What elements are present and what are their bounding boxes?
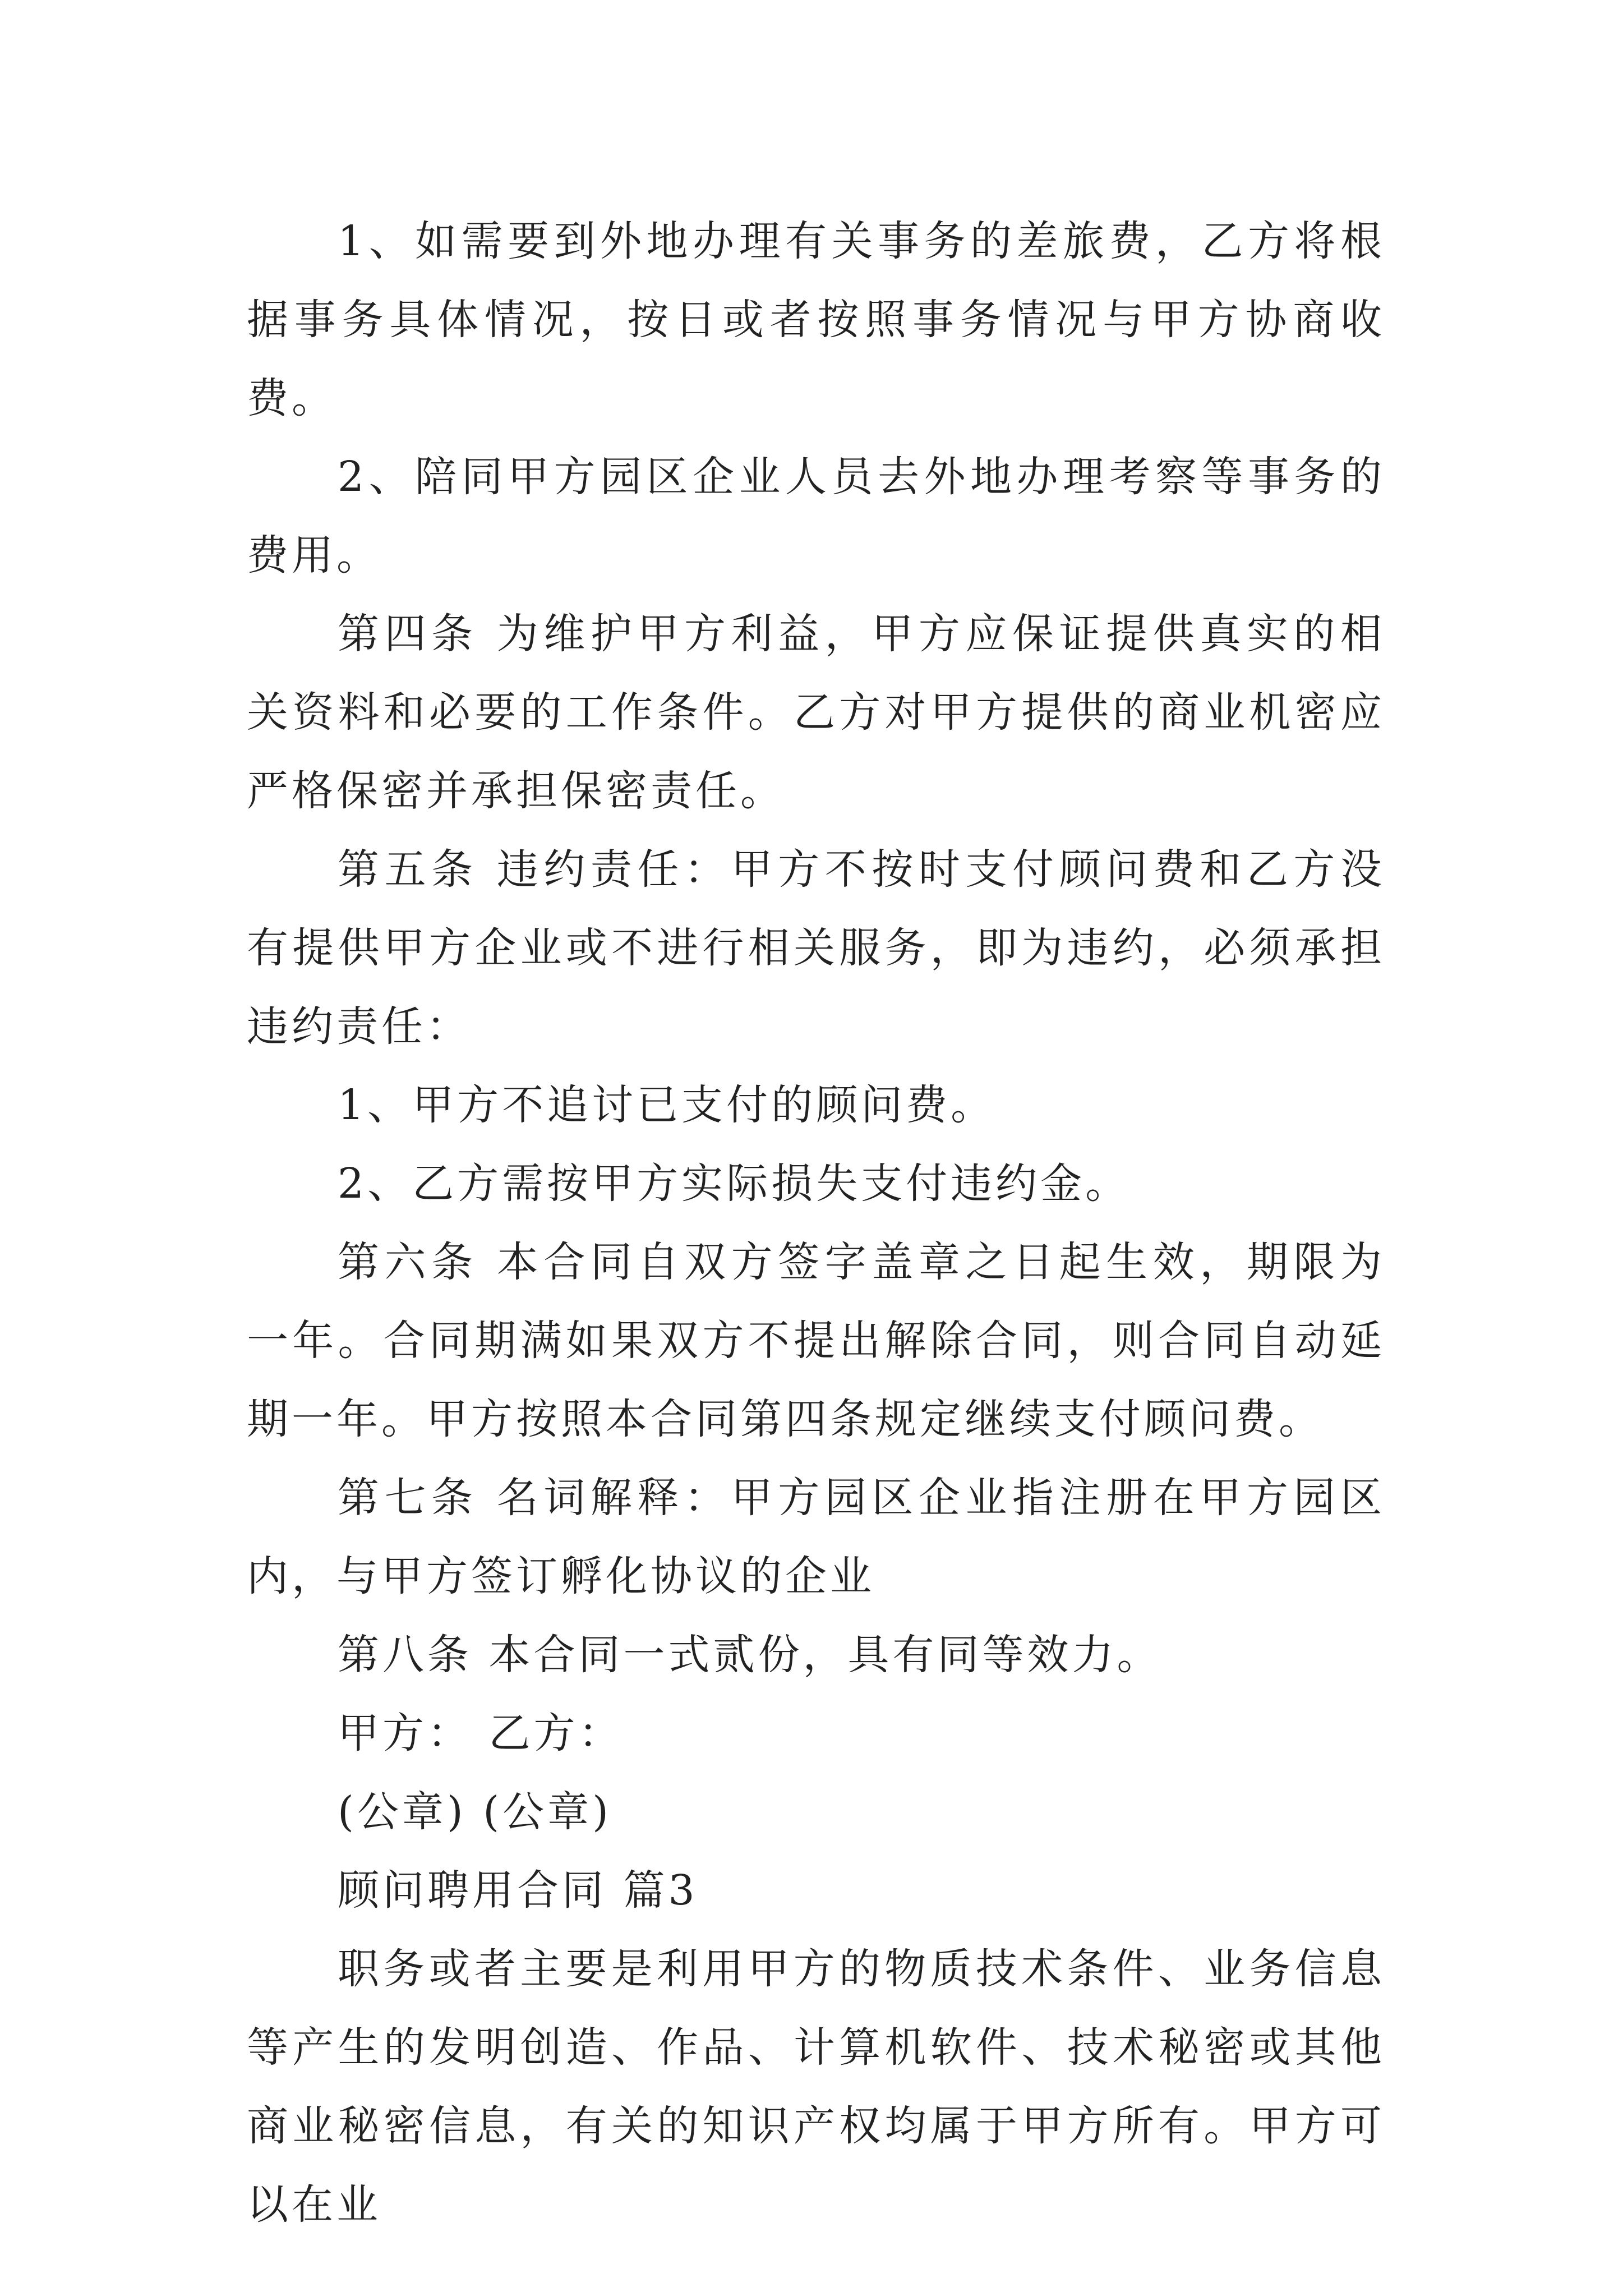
document-body	[247, 202, 1385, 2244]
paragraph-article-7: 第七条 名词解释：甲方园区企业指注册在甲方园区内，与甲方签订孵化协议的企业	[247, 1474, 1385, 1600]
paragraph-breach-item-2: 2、乙方需按甲方实际损失支付违约金。	[338, 1159, 1131, 1208]
signature-parties: 甲方： 乙方：	[338, 1709, 624, 1757]
paragraph-ip-ownership: 职务或者主要是利用甲方的物质技术条件、业务信息等产生的发明创造、作品、计算机软件、技术秘密或其他商业秘密信息，有关的知识产权均属于甲方所有。甲方可以在业	[247, 1945, 1385, 2229]
paragraph-article-6: 第六条 本合同自双方签字盖章之日起生效，期限为一年。合同期满如果双方不提出解除合同，则合同自动延期一年。甲方按照本合同第四条规定继续支付顾问费。	[247, 1238, 1385, 1443]
paragraph-article-4: 第四条 为维护甲方利益，甲方应保证提供真实的相关资料和必要的工作条件。乙方对甲方提供的商业机密应严格保密并承担保密责任。	[247, 610, 1385, 815]
section-title: 顾问聘用合同 篇3	[338, 1866, 698, 1915]
paragraph-article-8: 第八条 本合同一式贰份，具有同等效力。	[338, 1631, 1162, 1679]
paragraph-travel-expenses: 1、如需要到外地办理有关事务的差旅费，乙方将根据事务具体情况，按日或者按照事务情况与甲方协商收费。	[247, 217, 1385, 422]
signature-seals: (公章) (公章)	[338, 1788, 612, 1836]
paragraph-article-5: 第五条 违约责任：甲方不按时支付顾问费和乙方没有提供甲方企业或不进行相关服务，即为违约，必须承担违约责任：	[247, 845, 1385, 1051]
paragraph-accompany-expenses: 2、陪同甲方园区企业人员去外地办理考察等事务的费用。	[247, 453, 1385, 579]
paragraph-breach-item-1: 1、甲方不追讨已支付的顾问费。	[338, 1081, 996, 1129]
